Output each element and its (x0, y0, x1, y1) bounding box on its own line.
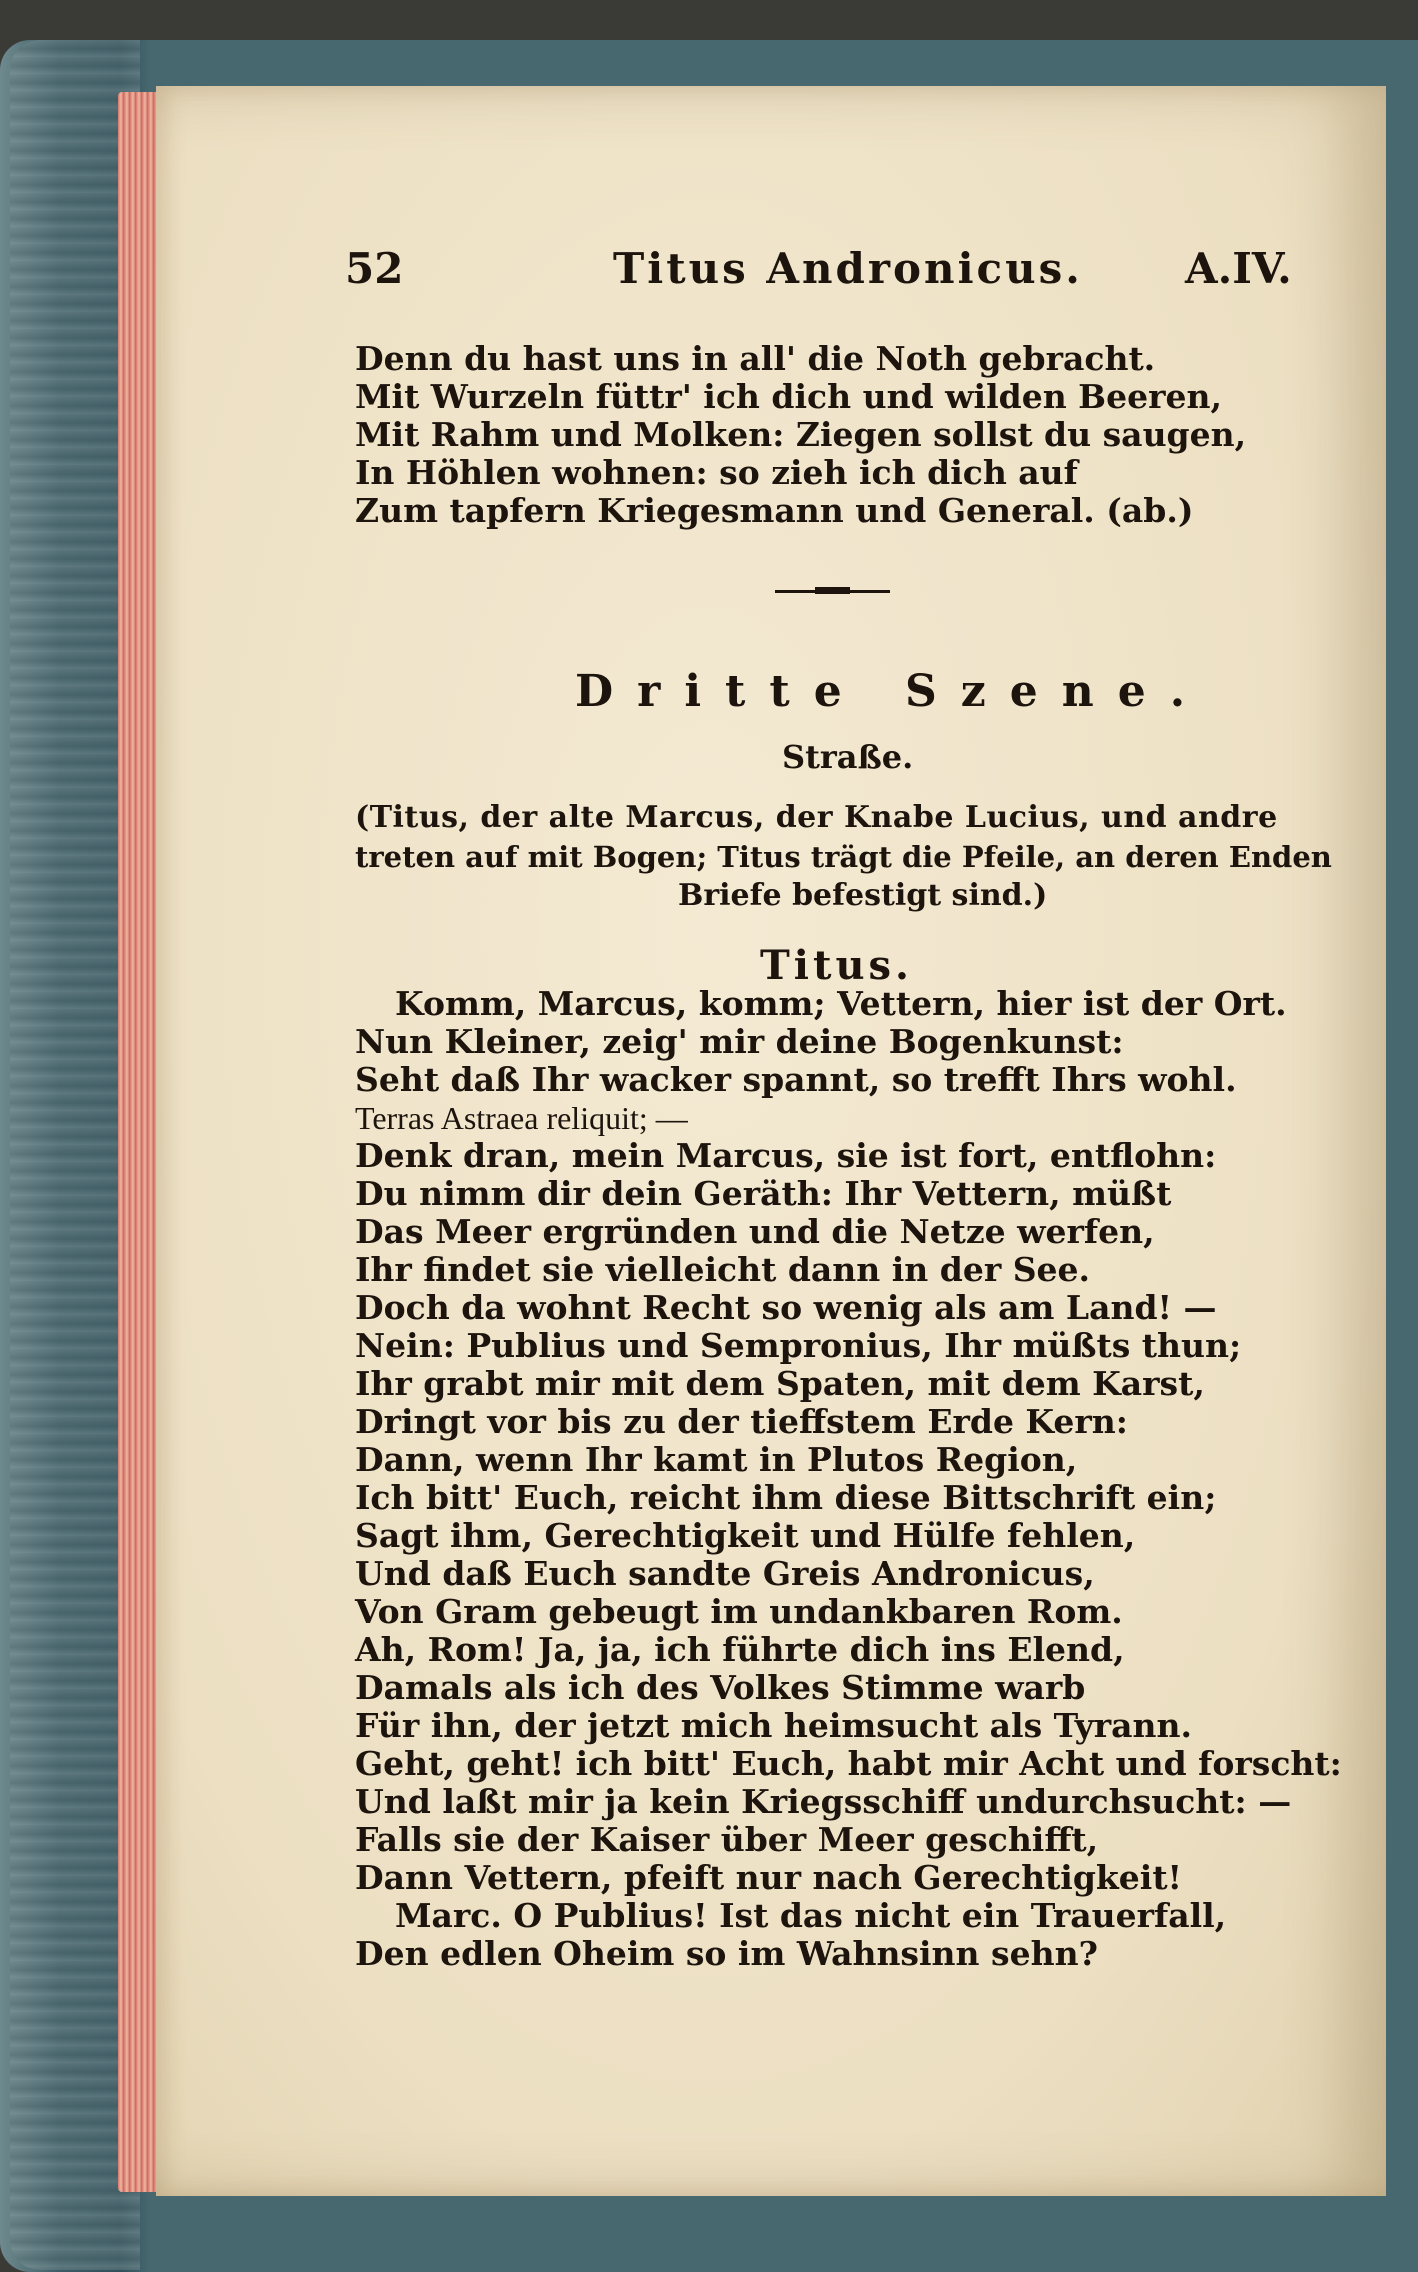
stage-direction-line: treten auf mit Bogen; Titus trägt die Pfeile, an deren Enden (355, 840, 1332, 874)
verse-line: Denn du hast uns in all' die Noth gebracht. (355, 339, 1156, 378)
verse-line-latin: Terras Astraea reliquit; — (355, 1100, 688, 1136)
running-title: Titus Andronicus. (613, 244, 1083, 293)
act-number: A.IV. (1185, 244, 1292, 293)
verse-line: Seht daß Ihr wacker spannt, so trefft Ihrs wohl. (355, 1060, 1237, 1099)
stage-direction-line: Briefe befestigt sind.) (678, 878, 1048, 913)
verse-line: Geht, geht! ich bitt' Euch, habt mir Acht und forscht: (355, 1744, 1342, 1783)
verse-line: Das Meer ergründen und die Netze werfen, (355, 1212, 1155, 1251)
verse-line: Du nimm dir dein Geräth: Ihr Vettern, müßt (355, 1174, 1172, 1213)
verse-line: Dann, wenn Ihr kamt in Plutos Region, (355, 1440, 1078, 1479)
verse-line-marcus: Marc. O Publius! Ist das nicht ein Trauerfall, (395, 1896, 1227, 1935)
stage-direction-line: (Titus, der alte Marcus, der Knabe Lucius, und andre (355, 800, 1278, 835)
verse-line: Doch da wohnt Recht so wenig als am Land! — (355, 1288, 1217, 1327)
page-number: 52 (345, 244, 404, 293)
verse-line: Falls sie der Kaiser über Meer geschifft, (355, 1820, 1099, 1859)
verse-line: Und laßt mir ja kein Kriegsschiff undurchsucht: — (355, 1782, 1292, 1821)
section-divider-center (815, 587, 850, 594)
verse-line: Mit Rahm und Molken: Ziegen sollst du saugen, (355, 415, 1247, 454)
verse-line: Nun Kleiner, zeig' mir deine Bogenkunst: (355, 1022, 1124, 1061)
verse-line: Und daß Euch sandte Greis Andronicus, (355, 1554, 1095, 1593)
verse-line: Sagt ihm, Gerechtigkeit und Hülfe fehlen, (355, 1516, 1136, 1555)
verse-line: Dann Vettern, pfeift nur nach Gerechtigkeit! (355, 1858, 1183, 1897)
verse-line: Ihr findet sie vielleicht dann in der See. (355, 1250, 1091, 1289)
verse-line: Von Gram gebeugt im undankbaren Rom. (355, 1592, 1123, 1631)
page-edges-red (118, 92, 160, 2192)
verse-line: Dringt vor bis zu der tieffstem Erde Kern: (355, 1402, 1128, 1441)
verse-line: Nein: Publius und Sempronius, Ihr müßts thun; (355, 1326, 1242, 1365)
speaker-name: Titus. (760, 942, 913, 989)
verse-line: Mit Wurzeln füttr' ich dich und wilden Beeren, (355, 377, 1222, 416)
verse-line: Zum tapfern Kriegesmann und General. (ab.) (355, 491, 1194, 530)
verse-line: Ich bitt' Euch, reicht ihm diese Bittschrift ein; (355, 1478, 1217, 1517)
scene-heading: Dritte Szene. (575, 666, 1210, 717)
verse-line: Ah, Rom! Ja, ja, ich führte dich ins Elend, (355, 1630, 1125, 1669)
scene-location: Straße. (782, 738, 914, 776)
verse-line: Damals als ich des Volkes Stimme warb (355, 1668, 1086, 1707)
verse-line: In Höhlen wohnen: so zieh ich dich auf (355, 453, 1078, 492)
verse-line: Ihr grabt mir mit dem Spaten, mit dem Karst, (355, 1364, 1205, 1403)
verse-line: Komm, Marcus, komm; Vettern, hier ist der Ort. (395, 984, 1287, 1023)
running-header (345, 244, 1305, 294)
verse-line: Für ihn, der jetzt mich heimsucht als Tyrann. (355, 1706, 1193, 1745)
verse-line: Denk dran, mein Marcus, sie ist fort, entflohn: (355, 1136, 1217, 1175)
verse-line-marcus: Den edlen Oheim so im Wahnsinn sehn? (355, 1934, 1098, 1973)
